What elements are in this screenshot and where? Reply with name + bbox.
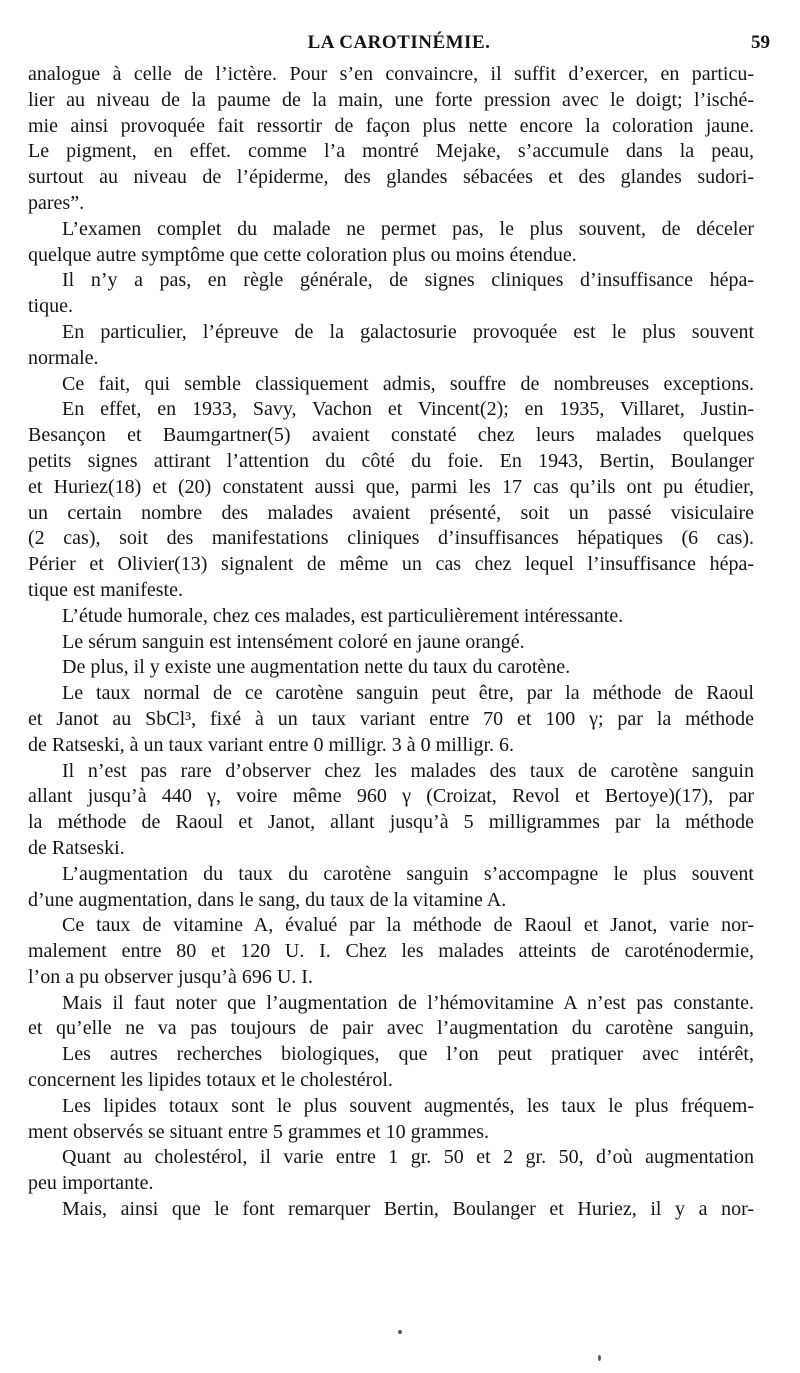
text-line: En effet, en 1933, Savy, Vachon et Vincent(2); en 1935, Villaret, Justin- [62,398,754,421]
text-line: Le sérum sanguin est intensément coloré en jaune orangé. [62,630,525,653]
scan-speck [398,1330,402,1334]
text-line: de Ratseski. [28,836,125,859]
page-number: 59 [751,32,770,53]
text-line: malement entre 80 et 120 U. I. Chez les malades atteints de caroténodermie, [28,940,754,963]
text-line: surtout au niveau de l’épiderme, des glandes sébacées et des glandes sudori- [28,166,754,189]
text-line: Mais, ainsi que le font remarquer Bertin, Boulanger et Huriez, il y a nor- [62,1198,754,1221]
text-line: et Janot au SbCl³, fixé à un taux variant entre 70 et 100 γ; par la méthode [28,707,754,730]
text-line: Ce fait, qui semble classiquement admis, souffre de nombreuses exceptions. [62,372,754,395]
text-line: mie ainsi provoquée fait ressortir de façon plus nette encore la coloration jaune. [28,114,754,137]
text-line: normale. [28,346,99,369]
text-line: petits signes attirant l’attention du côté du foie. En 1943, Bertin, Boulanger [28,449,754,472]
text-line: (2 cas), soit des manifestations cliniques d’insuffisances hépatiques (6 cas). [28,527,754,550]
text-line: Les lipides totaux sont le plus souvent augmentés, les taux le plus fréquem- [62,1094,754,1117]
body-text [28,62,754,1223]
text-line: L’augmentation du taux du carotène sanguin s’accompagne le plus souvent [62,862,754,885]
text-line: L’examen complet du malade ne permet pas, le plus souvent, de déceler [62,217,754,240]
text-line: de Ratseski, à un taux variant entre 0 milligr. 3 à 0 milligr. 6. [28,733,515,756]
text-line: Le taux normal de ce carotène sanguin peut être, par la méthode de Raoul [62,682,754,705]
text-line: Ce taux de vitamine A, évalué par la méthode de Raoul et Janot, varie nor- [62,914,754,937]
text-line: L’étude humorale, chez ces malades, est particulièrement intéressante. [62,604,624,627]
page-header [28,32,770,58]
text-line: analogue à celle de l’ictère. Pour s’en convaincre, il suffit d’exercer, en particu- [28,63,754,85]
text-line: En particulier, l’épreuve de la galactosurie provoquée est le plus souvent [62,320,754,343]
text-line: quelque autre symptôme que cette coloration plus ou moins étendue. [28,243,577,266]
text-line: d’une augmentation, dans le sang, du taux de la vitamine A. [28,888,507,911]
text-line: Mais il faut noter que l’augmentation de l’hémovitamine A n’est pas constante. [62,991,754,1014]
text-line: la méthode de Raoul et Janot, allant jusqu’à 5 milligrammes par la méthode [28,811,754,834]
scan-speck [598,1355,601,1361]
text-line: lier au niveau de la paume de la main, une forte pression avec le doigt; l’isché- [28,88,754,111]
text-line: ment observés se situant entre 5 grammes et 10 grammes. [28,1120,489,1143]
text-line: tique. [28,295,73,318]
text-line: Les autres recherches biologiques, que l’on peut pratiquer avec intérêt, [62,1043,754,1066]
text-line: Le pigment, en effet. comme l’a montré Mejake, s’accumule dans la peau, [28,140,754,163]
text-line: Quant au cholestérol, il varie entre 1 gr. 50 et 2 gr. 50, d’où augmentation [62,1146,754,1169]
text-line: Il n’y a pas, en règle générale, de signes cliniques d’insuffisance hépa- [62,269,754,292]
text-line: concernent les lipides totaux et le cholestérol. [28,1069,393,1092]
text-line: pares”. [28,191,85,214]
text-line: Il n’est pas rare d’observer chez les malades des taux de carotène sanguin [62,759,754,782]
text-line: Besançon et Baumgartner(5) avaient constaté chez leurs malades quelques [28,424,754,447]
text-line: l’on a pu observer jusqu’à 696 U. I. [28,965,313,988]
running-title: LA CAROTINÉMIE. [307,32,491,53]
text-line: et Huriez(18) et (20) constatent aussi que, parmi les 17 cas qu’ils ont pu étudier, [28,475,754,498]
text-line: peu importante. [28,1172,154,1195]
text-line: et qu’elle ne va pas toujours de pair avec l’augmentation du carotène sanguin, [28,1017,754,1040]
text-line: De plus, il y existe une augmentation nette du taux du carotène. [62,656,571,679]
text-line: tique est manifeste. [28,578,183,601]
text-line: un certain nombre des malades avaient présenté, soit un passé visiculaire [28,501,754,524]
text-line: Périer et Olivier(13) signalent de même un cas chez lequel l’insuffisance hépa- [28,553,754,576]
text-line: allant jusqu’à 440 γ, voire même 960 γ (Croizat, Revol et Bertoye)(17), par [28,785,754,808]
